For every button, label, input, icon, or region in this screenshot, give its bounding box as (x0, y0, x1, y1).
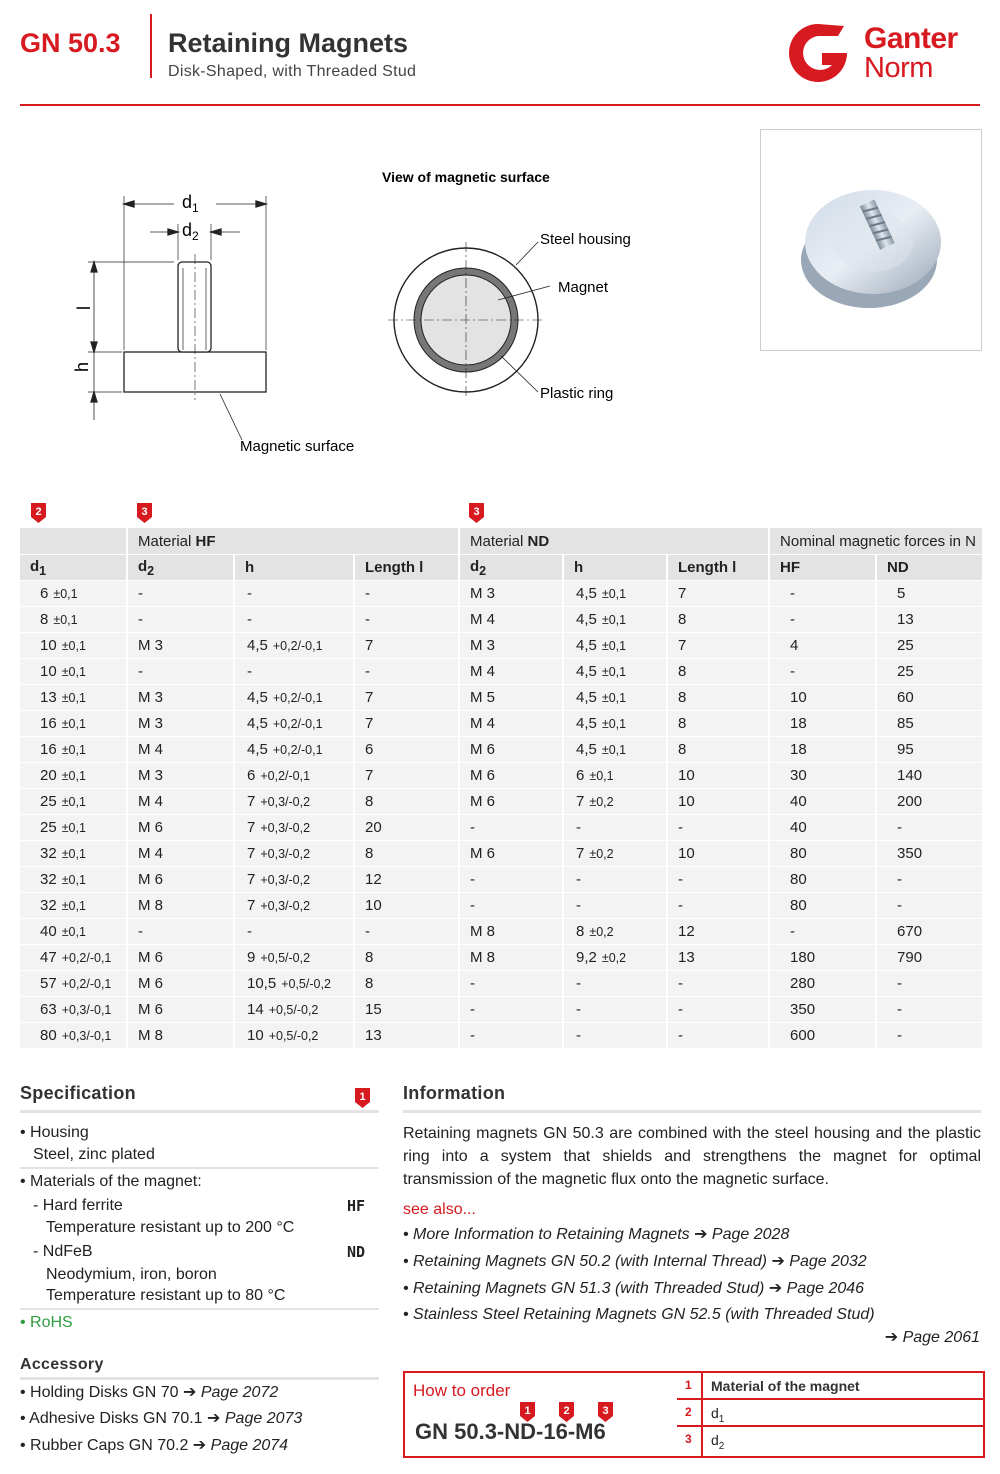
table-cell: 80 (769, 867, 876, 893)
table-cell: - (563, 815, 667, 841)
table-cell: 8 (667, 685, 769, 711)
spec-hf-desc: Temperature resistant up to 200 °C (46, 1219, 295, 1236)
table-cell: - (769, 919, 876, 945)
see-also-link[interactable]: • Retaining Magnets GN 50.2 (with Internal Thread) ➔ Page 2032 (403, 1253, 867, 1270)
group-magnetic-forces: Nominal magnetic forces in N (769, 528, 983, 555)
table-cell: 16 ±0,1 (20, 711, 127, 737)
table-cell: 13 (667, 945, 769, 971)
spec-nd-desc1: Neodymium, iron, boron (46, 1266, 217, 1283)
table-cell: 25 (876, 659, 983, 685)
table-cell: 8 (667, 737, 769, 763)
order-legend-row: 1 Material of the magnet (677, 1373, 983, 1400)
table-cell: - (769, 581, 876, 607)
table-cell: 13 (876, 607, 983, 633)
table-cell: 10 (667, 841, 769, 867)
table-cell: M 8 (127, 893, 234, 919)
dim-d1-label: $d_1$ (182, 192, 199, 215)
table-cell: M 5 (459, 685, 563, 711)
table-cell: - (563, 893, 667, 919)
side-view (88, 196, 266, 440)
information-rule (403, 1110, 981, 1113)
table-cell: 12 (667, 919, 769, 945)
table-cell: - (354, 607, 459, 633)
table-cell: 350 (876, 841, 983, 867)
table-cell: 30 (769, 763, 876, 789)
table-cell: 32 ±0,1 (20, 867, 127, 893)
table-cell: 10 (769, 685, 876, 711)
svg-text:1: 1 (359, 1091, 366, 1103)
table-cell: 4,5 ±0,1 (563, 659, 667, 685)
table-cell: 6 ±0,1 (20, 581, 127, 607)
table-row (20, 685, 983, 711)
marker-2 (30, 502, 47, 524)
table-cell: M 6 (459, 737, 563, 763)
dim-h-label: h (72, 361, 92, 372)
table-row (20, 633, 983, 659)
table-cell: 9,2 ±0,2 (563, 945, 667, 971)
header-rule (20, 104, 980, 106)
table-cell: M 3 (127, 633, 234, 659)
col-hf-d2: $d_2$ (127, 555, 234, 581)
table-cell: - (876, 815, 983, 841)
table-cell: - (354, 919, 459, 945)
table-cell: 4,5 ±0,1 (563, 607, 667, 633)
table-cell: 4,5 ±0,1 (563, 685, 667, 711)
table-cell: M 4 (459, 711, 563, 737)
table-cell: 20 ±0,1 (20, 763, 127, 789)
table-cell: M 4 (127, 841, 234, 867)
dim-d2-label: $d_2$ (182, 220, 199, 243)
table-cell: M 4 (459, 607, 563, 633)
table-cell: 95 (876, 737, 983, 763)
table-cell: 7 +0,3/-0,2 (234, 789, 354, 815)
table-cell: - (563, 867, 667, 893)
group-material-nd: Material ND (459, 528, 769, 555)
table-cell: 7 (354, 633, 459, 659)
technical-drawing (70, 150, 690, 470)
order-legend (677, 1373, 983, 1456)
table-cell: 7 (667, 581, 769, 607)
spec-nd-name: - NdFeB (33, 1243, 93, 1260)
col-nd-length: Length l (667, 555, 769, 581)
table-cell: - (127, 659, 234, 685)
accessory-item[interactable]: • Holding Disks GN 70 ➔ Page 2072 (20, 1384, 279, 1401)
table-cell: 4,5 +0,2/-0,1 (234, 633, 354, 659)
table-cell: - (769, 607, 876, 633)
table-cell: 790 (876, 945, 983, 971)
table-row (20, 919, 983, 945)
table-cell: 7 +0,3/-0,2 (234, 815, 354, 841)
table-cell: 4,5 +0,2/-0,1 (234, 711, 354, 737)
table-cell: M 4 (127, 789, 234, 815)
col-force-hf: HF (769, 555, 876, 581)
how-to-order-box (403, 1371, 985, 1458)
table-cell: M 6 (127, 867, 234, 893)
col-force-nd: ND (876, 555, 983, 581)
table-row (20, 997, 983, 1023)
table-cell: 40 (769, 815, 876, 841)
table-cell: - (459, 893, 563, 919)
table-cell: 85 (876, 711, 983, 737)
logo-text-norm: Norm (864, 52, 933, 84)
table-cell: 12 (354, 867, 459, 893)
table-cell: 32 ±0,1 (20, 841, 127, 867)
table-cell: - (563, 997, 667, 1023)
table-cell: - (459, 1023, 563, 1049)
logo-g-icon (782, 20, 854, 86)
table-cell: 7 +0,3/-0,2 (234, 867, 354, 893)
table-cell: M 6 (127, 815, 234, 841)
table-cell: - (667, 1023, 769, 1049)
table-cell: 4,5 ±0,1 (563, 737, 667, 763)
spec-divider-2 (20, 1308, 379, 1310)
order-legend-row: 3 $d_2$ (685, 1432, 725, 1452)
table-cell: 200 (876, 789, 983, 815)
page-subtitle: Disk-Shaped, with Threaded Stud (168, 63, 417, 80)
table-cell: - (459, 971, 563, 997)
svg-text:3: 3 (602, 1405, 609, 1417)
table-cell: 7 (667, 633, 769, 659)
table-cell: - (234, 659, 354, 685)
table-cell: 140 (876, 763, 983, 789)
table-cell: 7 ±0,2 (563, 789, 667, 815)
table-row (20, 737, 983, 763)
table-cell: 25 ±0,1 (20, 789, 127, 815)
table-cell: 10 (354, 893, 459, 919)
table-cell: M 6 (459, 841, 563, 867)
marker-1 (354, 1087, 371, 1109)
table-cell: 7 +0,3/-0,2 (234, 841, 354, 867)
table-cell: M 8 (459, 945, 563, 971)
table-cell: - (876, 893, 983, 919)
table-cell: 80 (769, 841, 876, 867)
table-cell: M 6 (459, 789, 563, 815)
table-cell: 7 (354, 763, 459, 789)
product-code: GN 50.3 (20, 28, 121, 58)
spec-materials: • Materials of the magnet: (20, 1173, 202, 1190)
logo-text-ganter: Ganter (864, 22, 958, 55)
table-cell: 4,5 ±0,1 (563, 581, 667, 607)
ganter-norm-logo (782, 20, 982, 86)
table-cell: 8 (354, 789, 459, 815)
magnet-label: Magnet (558, 279, 609, 296)
table-cell: 40 (769, 789, 876, 815)
table-cell: M 3 (127, 763, 234, 789)
specification-rule (20, 1110, 379, 1113)
table-cell: - (234, 581, 354, 607)
table-cell: 4,5 ±0,1 (563, 633, 667, 659)
accessory-title: Accessory (20, 1356, 104, 1373)
table-row (20, 867, 983, 893)
table-row (20, 815, 983, 841)
table-cell: 10 (667, 763, 769, 789)
table-row (20, 711, 983, 737)
svg-text:3: 3 (141, 506, 148, 518)
spec-hf-name: - Hard ferrite (33, 1197, 123, 1214)
table-row (20, 1023, 983, 1049)
table-cell: - (667, 971, 769, 997)
table-cell: M 6 (127, 971, 234, 997)
svg-text:3: 3 (473, 506, 480, 518)
table-cell: 40 ±0,1 (20, 919, 127, 945)
table-cell: 47 +0,2/-0,1 (20, 945, 127, 971)
table-cell: 6 (354, 737, 459, 763)
table-row (20, 893, 983, 919)
table-cell: 7 +0,3/-0,2 (234, 893, 354, 919)
table-cell: M 4 (127, 737, 234, 763)
see-also-link-page[interactable]: ➔ Page 2061 (884, 1329, 980, 1346)
table-row (20, 607, 983, 633)
spec-nd-desc2: Temperature resistant up to 80 °C (46, 1287, 286, 1304)
table-cell: 80 +0,3/-0,1 (20, 1023, 127, 1049)
table-cell: 4,5 ±0,1 (563, 711, 667, 737)
table-cell: M 3 (127, 685, 234, 711)
table-cell: - (459, 997, 563, 1023)
table-cell: 80 (769, 893, 876, 919)
col-hf-length: Length l (354, 555, 459, 581)
table-cell: - (876, 1023, 983, 1049)
table-cell: 180 (769, 945, 876, 971)
spec-divider-1 (20, 1167, 379, 1169)
table-cell: 10 (667, 789, 769, 815)
information-paragraph: Retaining magnets GN 50.3 are combined with the steel housing and the plastic ring into a system that shields and strengthens the magnet for optimal transmission of the magnetic flux onto the magnetic surface. (403, 1125, 981, 1188)
table-cell: 9 +0,5/-0,2 (234, 945, 354, 971)
table-cell: - (876, 867, 983, 893)
table-cell: - (563, 1023, 667, 1049)
spec-hf-code: HF (347, 1197, 366, 1215)
dim-l-label: l (74, 306, 94, 310)
table-cell: 4,5 +0,2/-0,1 (234, 685, 354, 711)
table-cell: 4 (769, 633, 876, 659)
table-cell: - (127, 607, 234, 633)
table-cell: M 6 (127, 945, 234, 971)
table-cell: M 4 (459, 659, 563, 685)
how-to-order-label: How to order (413, 1381, 511, 1400)
svg-text:2: 2 (563, 1405, 570, 1417)
magnet-photo-illustration (761, 130, 981, 350)
table-cell: 670 (876, 919, 983, 945)
table-cell: - (667, 997, 769, 1023)
table-cell: 6 +0,2/-0,1 (234, 763, 354, 789)
magnetic-surface-label: Magnetic surface (240, 438, 355, 455)
table-cell: M 3 (459, 581, 563, 607)
table-row (20, 971, 983, 997)
table-cell: 63 +0,3/-0,1 (20, 997, 127, 1023)
group-material-hf: Material HF (127, 528, 459, 555)
svg-text:1: 1 (524, 1405, 531, 1417)
table-cell: - (234, 607, 354, 633)
table-cell: - (667, 867, 769, 893)
table-cell: 6 ±0,1 (563, 763, 667, 789)
see-also-link[interactable]: • Retaining Magnets GN 51.3 (with Threaded Stud) ➔ Page 2046 (403, 1280, 865, 1297)
table-cell: 10 ±0,1 (20, 633, 127, 659)
table-cell: 13 ±0,1 (20, 685, 127, 711)
table-cell: - (667, 815, 769, 841)
table-cell: 18 (769, 737, 876, 763)
marker-3-nd (468, 502, 485, 524)
col-hf-h: h (234, 555, 354, 581)
spec-rohs: • RoHS (20, 1314, 73, 1331)
table-cell: - (459, 867, 563, 893)
table-cell: 280 (769, 971, 876, 997)
table-cell: 8 (354, 841, 459, 867)
order-code-example: GN 50.3-ND-16-M6 (415, 1419, 606, 1444)
see-also-label: see also... (403, 1201, 476, 1218)
col-d1: $d_1$ (20, 555, 127, 581)
table-cell: 7 (354, 685, 459, 711)
table-cell: 25 ±0,1 (20, 815, 127, 841)
table-row (20, 789, 983, 815)
table-cell: M 8 (127, 1023, 234, 1049)
col-nd-d2: $d_2$ (459, 555, 563, 581)
table-group-header (20, 528, 983, 555)
table-cell: M 8 (459, 919, 563, 945)
table-cell: 10 +0,5/-0,2 (234, 1023, 354, 1049)
table-cell: 32 ±0,1 (20, 893, 127, 919)
table-cell: 13 (354, 1023, 459, 1049)
table-cell: - (127, 581, 234, 607)
svg-text:2: 2 (35, 506, 42, 518)
view-title: View of magnetic surface (382, 169, 550, 185)
table-cell: - (563, 971, 667, 997)
plastic-ring-label: Plastic ring (540, 385, 614, 402)
table-row (20, 659, 983, 685)
table-cell: 57 +0,2/-0,1 (20, 971, 127, 997)
table-cell: M 3 (127, 711, 234, 737)
spec-nd-code: ND (347, 1243, 366, 1261)
table-cell: - (876, 997, 983, 1023)
table-cell: 18 (769, 711, 876, 737)
table-cell: 8 ±0,2 (563, 919, 667, 945)
table-cell: 16 ±0,1 (20, 737, 127, 763)
header-divider (150, 14, 152, 78)
table-cell: 8 (354, 945, 459, 971)
see-also-link[interactable]: • Stainless Steel Retaining Magnets GN 52.5 (with Threaded Stud) (403, 1306, 875, 1323)
see-also-link[interactable]: • More Information to Retaining Magnets ➔ Page 2028 (403, 1226, 790, 1243)
table-cell: - (769, 659, 876, 685)
product-photo (760, 129, 982, 351)
table-row (20, 945, 983, 971)
table-column-header (20, 555, 983, 581)
table-cell: - (234, 919, 354, 945)
table-cell: - (127, 919, 234, 945)
surface-view (388, 242, 550, 398)
table-cell: 20 (354, 815, 459, 841)
table-cell: 15 (354, 997, 459, 1023)
table-cell: 60 (876, 685, 983, 711)
table-cell: 600 (769, 1023, 876, 1049)
accessory-item[interactable]: • Rubber Caps GN 70.2 ➔ Page 2074 (20, 1437, 289, 1454)
table-cell: M 6 (459, 763, 563, 789)
table-cell: 10 ±0,1 (20, 659, 127, 685)
steel-housing-label: Steel housing (540, 231, 631, 248)
table-cell: - (876, 971, 983, 997)
table-cell: - (354, 659, 459, 685)
table-cell: 8 (667, 659, 769, 685)
table-cell: 8 ±0,1 (20, 607, 127, 633)
table-cell: - (354, 581, 459, 607)
table-row (20, 581, 983, 607)
page-title: Retaining Magnets (168, 28, 409, 58)
dimensions-table (20, 528, 984, 1049)
table-cell: - (459, 815, 563, 841)
table-row (20, 763, 983, 789)
col-nd-h: h (563, 555, 667, 581)
table-cell: - (667, 893, 769, 919)
table-cell: 8 (354, 971, 459, 997)
table-cell: 350 (769, 997, 876, 1023)
table-row (20, 841, 983, 867)
table-cell: 7 (354, 711, 459, 737)
accessory-item[interactable]: • Adhesive Disks GN 70.1 ➔ Page 2073 (20, 1410, 303, 1427)
order-legend-row: 2 $d_1$ (677, 1400, 983, 1427)
accessory-rule (20, 1377, 379, 1380)
table-cell: 8 (667, 607, 769, 633)
specification-title: Specification (20, 1083, 136, 1103)
information-title: Information (403, 1083, 506, 1103)
spec-housing: • Housing (20, 1124, 89, 1141)
table-cell: 8 (667, 711, 769, 737)
table-cell: M 3 (459, 633, 563, 659)
table-cell: 4,5 +0,2/-0,1 (234, 737, 354, 763)
table-cell: 7 ±0,2 (563, 841, 667, 867)
table-cell: 25 (876, 633, 983, 659)
table-cell: 5 (876, 581, 983, 607)
table-cell: 14 +0,5/-0,2 (234, 997, 354, 1023)
table-cell: M 6 (127, 997, 234, 1023)
spec-housing-desc: Steel, zinc plated (33, 1146, 155, 1163)
table-cell: 10,5 +0,5/-0,2 (234, 971, 354, 997)
marker-3-hf (136, 502, 153, 524)
